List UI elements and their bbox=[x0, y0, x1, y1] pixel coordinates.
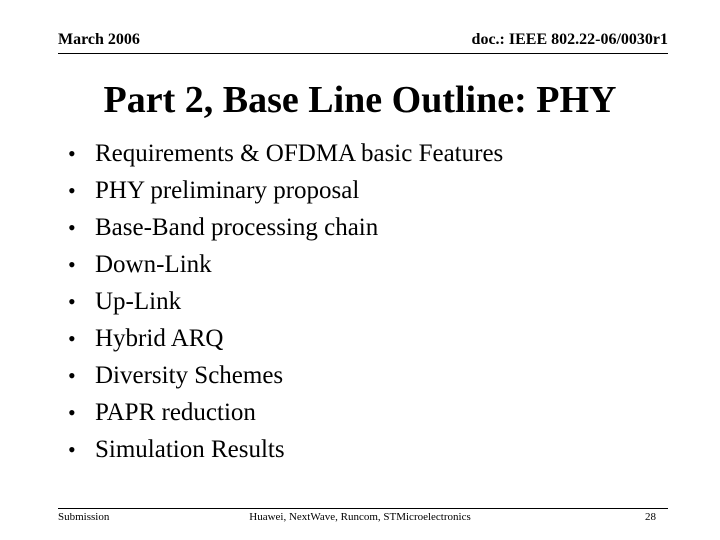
bullet-item bbox=[68, 431, 503, 468]
bullet-text: Simulation Results bbox=[95, 436, 285, 463]
bullet-item bbox=[68, 357, 503, 394]
bullet-text: Diversity Schemes bbox=[95, 362, 284, 389]
footer-authors: Huawei, NextWave, Runcom, STMicroelectronics bbox=[249, 511, 471, 523]
bullet-icon: • bbox=[68, 400, 76, 425]
bullet-item bbox=[68, 135, 503, 172]
bullet-icon: • bbox=[68, 363, 76, 388]
page-number: 28 bbox=[645, 511, 656, 523]
footer-divider bbox=[58, 508, 668, 509]
bullet-icon: • bbox=[68, 437, 76, 462]
bullet-item bbox=[68, 209, 503, 246]
bullet-text: Down-Link bbox=[95, 251, 212, 278]
bullet-icon: • bbox=[68, 215, 76, 240]
bullet-item bbox=[68, 172, 503, 209]
bullet-icon: • bbox=[68, 289, 76, 314]
bullet-icon: • bbox=[68, 252, 76, 277]
bullet-text: Hybrid ARQ bbox=[95, 325, 224, 352]
bullet-text: Requirements & OFDMA basic Features bbox=[95, 140, 504, 167]
slide-title: Part 2, Base Line Outline: PHY bbox=[103, 79, 617, 121]
header-date: March 2006 bbox=[58, 31, 140, 48]
bullet-icon: • bbox=[68, 178, 76, 203]
bullet-list bbox=[68, 135, 503, 468]
bullet-text: PHY preliminary proposal bbox=[95, 177, 360, 204]
bullet-item bbox=[68, 320, 503, 357]
bullet-text: Up-Link bbox=[95, 288, 182, 315]
bullet-text: Base-Band processing chain bbox=[95, 214, 379, 241]
bullet-icon: • bbox=[68, 326, 76, 351]
header-divider bbox=[58, 53, 668, 54]
footer-submission: Submission bbox=[58, 511, 110, 523]
bullet-item bbox=[68, 283, 503, 320]
bullet-item bbox=[68, 246, 503, 283]
bullet-text: PAPR reduction bbox=[95, 399, 256, 426]
bullet-item bbox=[68, 394, 503, 431]
bullet-icon: • bbox=[68, 141, 76, 166]
header-doc-id: doc.: IEEE 802.22-06/0030r1 bbox=[471, 31, 668, 48]
